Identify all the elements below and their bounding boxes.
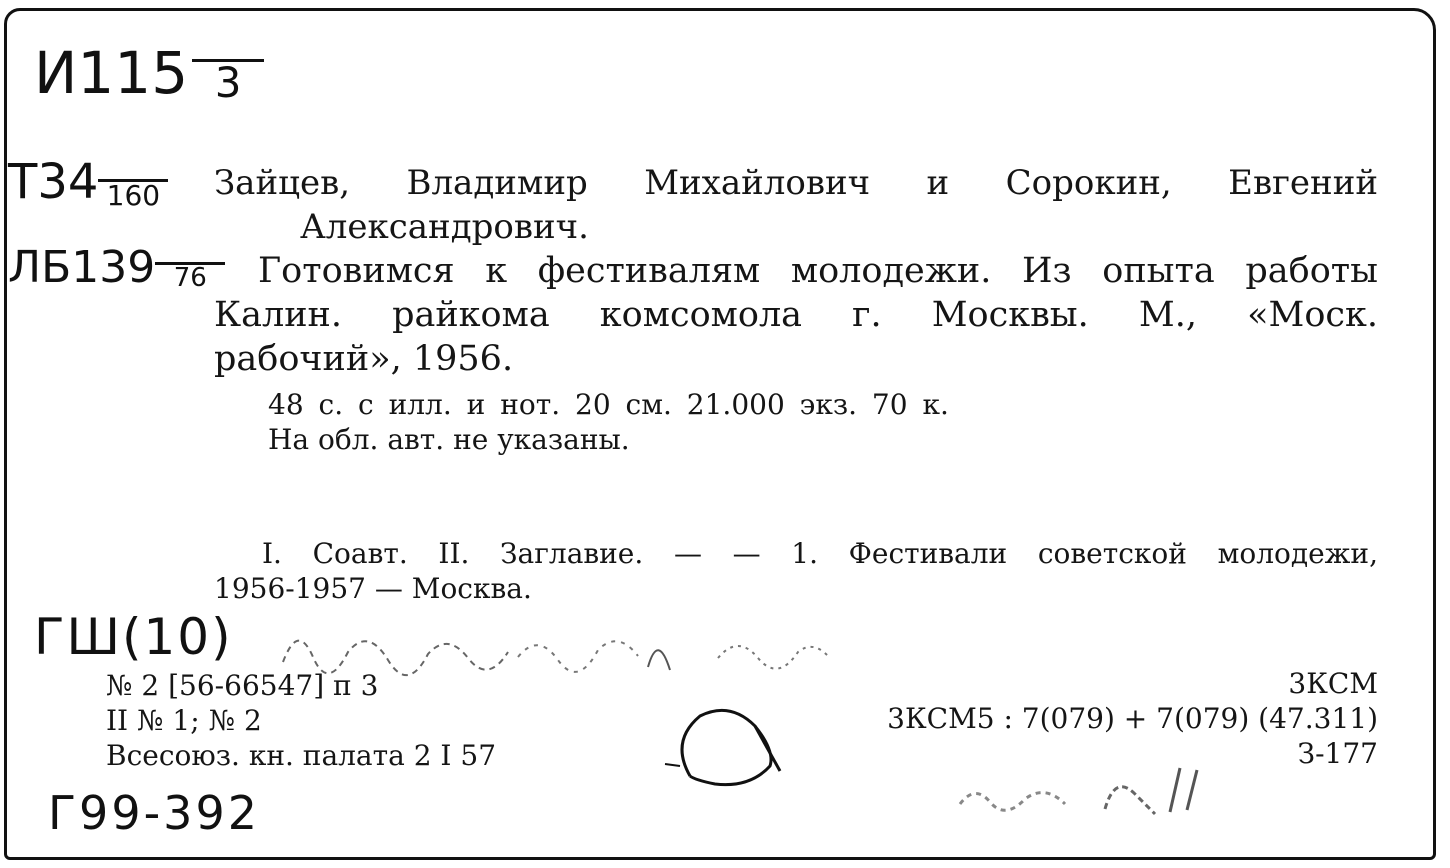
shelf-mark-lb139 bbox=[8, 242, 225, 293]
shelf-mark-lb139-main: ЛБ139 bbox=[8, 242, 156, 293]
title-line-1: Готовимся к фестивалям молодежи. Из опыта работы bbox=[258, 251, 1378, 291]
faint-stamp bbox=[955, 754, 1205, 824]
hand-drawn-loop bbox=[660, 696, 790, 806]
handwritten-gsh: ГШ(10) bbox=[34, 608, 233, 666]
author-word: Евгений bbox=[1228, 163, 1379, 203]
tracing-line-1: I. Соавт. II. Заглавие. — — 1. Фестивали советской молодежи, bbox=[262, 537, 1378, 570]
classification-3: З-177 bbox=[1297, 737, 1378, 770]
handwritten-bottom-mark: Г99-392 bbox=[48, 786, 260, 840]
shelf-mark-lb139-fraction bbox=[155, 250, 225, 291]
author-line-1 bbox=[214, 163, 1379, 203]
shelf-mark-lb139-den: 76 bbox=[173, 262, 207, 293]
chamber-line: Всесоюз. кн. палата 2 I 57 bbox=[106, 739, 497, 772]
note-line: На обл. авт. не указаны. bbox=[268, 423, 630, 456]
physical-description: 48 с. с илл. и нот. 20 см. 21.000 экз. 70 к. bbox=[268, 388, 949, 421]
shelf-mark-top-den: 3 bbox=[214, 58, 242, 108]
author-word: Михайлович bbox=[644, 163, 871, 203]
title-line-2: Калин. райкома комсомола г. Москвы. М., «Моск. bbox=[214, 295, 1378, 335]
classification-1: 3КСМ bbox=[1288, 667, 1378, 700]
shelf-mark-t34 bbox=[8, 154, 168, 212]
author-word: Владимир bbox=[406, 163, 588, 203]
shelf-mark-top-fraction bbox=[192, 49, 264, 108]
shelf-mark-top bbox=[34, 39, 264, 108]
shelf-mark-top-main: И115 bbox=[34, 39, 189, 107]
shelf-mark-t34-fraction bbox=[98, 161, 168, 210]
classification-2: 3КСМ5 : 7(079) + 7(079) (47.311) bbox=[887, 702, 1378, 735]
author-word: и bbox=[926, 163, 950, 203]
author-word: Сорокин, bbox=[1005, 163, 1172, 203]
author-word: Зайцев, bbox=[214, 163, 351, 203]
shelf-mark-t34-den: 160 bbox=[106, 178, 161, 212]
shelf-mark-t34-main: Т34 bbox=[8, 154, 99, 210]
title-line-3: рабочий», 1956. bbox=[214, 339, 514, 379]
author-line-2: Александрович. bbox=[300, 207, 589, 247]
issue-line: II № 1; № 2 bbox=[106, 704, 262, 737]
card-number-line: № 2 [56-66547] п 3 bbox=[106, 669, 379, 702]
tracing-line-2: 1956-1957 — Москва. bbox=[214, 572, 532, 605]
